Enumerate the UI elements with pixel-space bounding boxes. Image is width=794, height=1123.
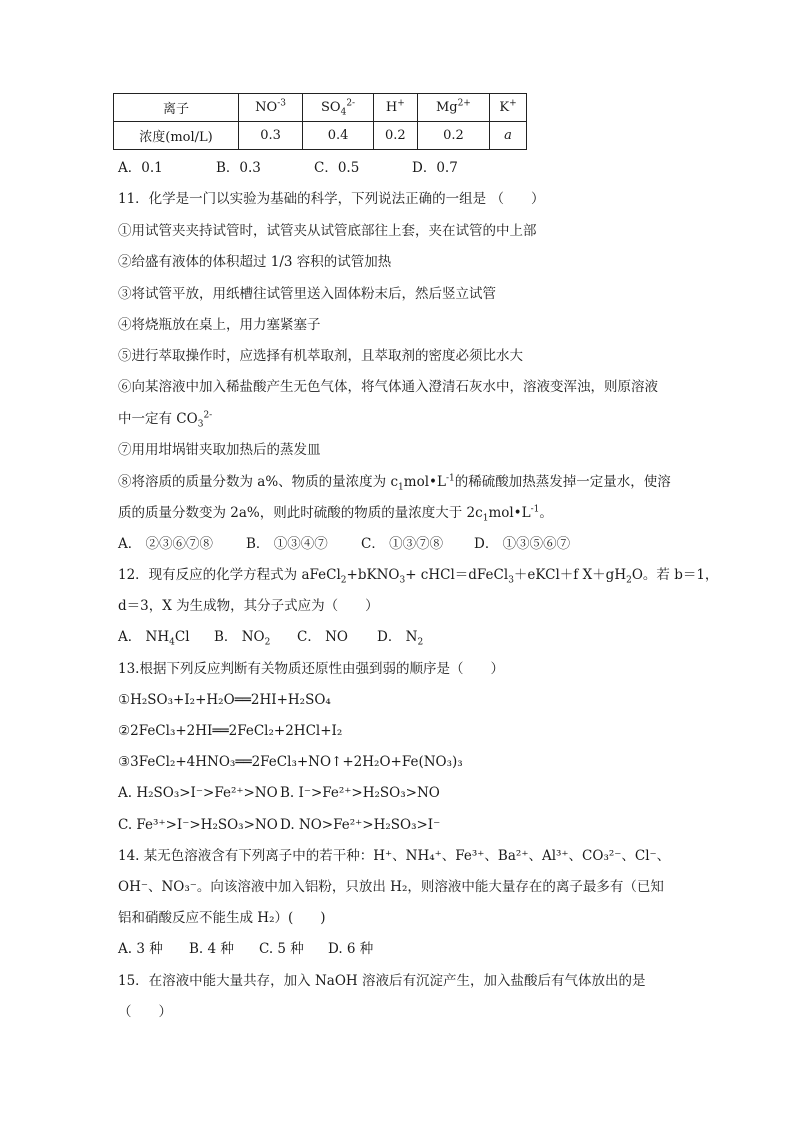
option-c: C. Fe³⁺>I⁻>H₂SO₃>NO [118, 817, 278, 833]
concentration-cell: 0.4 [303, 122, 374, 150]
option-c: C. 5 种 [259, 941, 304, 957]
q11-item: ⑦用用坩埚钳夹取加热后的蒸发皿 [118, 442, 321, 458]
option-a: A. 3 种 [118, 941, 163, 957]
ion-cell: H+ [373, 94, 417, 122]
ion-cell: K+ [490, 94, 527, 122]
ion-cell: $Mg^{2+}$ [417, 94, 489, 122]
option-d: D．0.7 [412, 160, 458, 176]
option-d: D. 6 种 [328, 941, 374, 957]
q10-options [118, 158, 458, 178]
q11-item: ⑤进行萃取操作时，应选择有机萃取剂，且萃取剂的密度必须比水大 [118, 348, 523, 364]
q11-stem: 11．化学是一门以实验为基础的科学，下列说法正确的一组是 （ ） [118, 191, 545, 207]
table-row [114, 94, 527, 122]
option-c: C．0.5 [314, 160, 360, 176]
concentration-cell: 0.2 [373, 122, 417, 150]
ion-cell: $NO^{-3}$ [239, 94, 303, 122]
q11-item: ③将试管平放，用纸槽往试管里送入固体粉末后，然后竖立试管 [118, 286, 496, 302]
option-c: C． NO [297, 629, 349, 645]
q15-stem: 15．在溶液中能大量共存，加入 NaOH 溶液后有沉淀产生，加入盐酸后有气体放出的是 [118, 973, 646, 989]
concentration-cell: 0.2 [417, 122, 489, 150]
q14-stem: 14. 某无色溶液含有下列离子中的若干种：H⁺、NH₄⁺、Fe³⁺、Ba²⁺、Al³⁺、CO₃²⁻、Cl⁻、 [118, 848, 671, 864]
q11-options [118, 534, 570, 554]
q11-item: ⑧将溶质的质量分数为 a%、物质的量浓度为 $c_1mol•L^{-1}$的稀硫酸加热蒸发掉一定量水，使溶 [118, 473, 671, 493]
concentration-cell: a [490, 122, 527, 150]
q13-reaction: ②2FeCl₃+2HI══2FeCl₂+2HCl+I₂ [118, 723, 343, 739]
q12-stem-line2: d＝3，X 为生成物，其分子式应为（ ） [118, 598, 379, 614]
q11-item: ②给盛有液体的体积超过 1/3 容积的试管加热 [118, 254, 392, 270]
q13-reaction: ①H₂SO₃+I₂+H₂O══2HI+H₂SO₄ [118, 692, 331, 708]
q13-options-row2 [118, 815, 440, 835]
q13-reaction: ③3FeCl₂+4HNO₃══2FeCl₃+NO↑+2H₂O+Fe(NO₃)₃ [118, 754, 463, 770]
option-a: A． ②③⑥⑦⑧ [118, 536, 214, 552]
table-header-cell: 浓度(mol/L) [114, 122, 239, 150]
q11-item: 质的质量分数变为 2a%，则此时硫酸的物质的量浓度大于 $2c_1mol•L^{-1}$。 [118, 504, 553, 524]
q12-options [118, 627, 423, 647]
q11-item: 中一定有 $CO_3^{2-}$ [118, 410, 213, 430]
option-a: A．0.1 [118, 160, 163, 176]
option-d: D． $N_2$ [377, 629, 424, 648]
option-b: B．0.3 [216, 160, 261, 176]
ion-cell: $SO_4^{2-}$ [303, 94, 374, 122]
q14-options [118, 939, 373, 959]
q11-item: ④将烧瓶放在桌上，用力塞紧塞子 [118, 317, 321, 333]
q12-stem: 12．现有反应的化学方程式为 aFeCl$_2$+bKNO$_3$+ cHCl＝dFeCl$_3$＋eKCl＋f $X+gH_2O$。若 b＝1， [118, 567, 719, 586]
q15-stem-line2: （ ） [118, 1004, 172, 1020]
q11-item: ①用试管夹夹持试管时，试管夹从试管底部往上套，夹在试管的中上部 [118, 223, 537, 239]
q13-options-row1 [118, 783, 440, 803]
option-d: D． ①③⑤⑥⑦ [474, 536, 571, 552]
option-b: B． ①③④⑦ [246, 536, 328, 552]
ion-concentration-table [113, 93, 527, 150]
option-a: A. H₂SO₃>I⁻>Fe²⁺>NO [118, 785, 278, 801]
option-b: B． $NO_2$ [214, 629, 271, 648]
q14-stem-line2: OH⁻、NO₃⁻。向该溶液中加入铝粉，只放出 H₂，则溶液中能大量存在的离子最多有（已知 [118, 879, 664, 895]
q11-item: ⑥向某溶液中加入稀盐酸产生无色气体，将气体通入澄清石灰水中，溶液变浑浊，则原溶液 [118, 379, 658, 395]
table-header-cell: 离子 [114, 94, 239, 122]
option-c: C． ①③⑦⑧ [361, 536, 444, 552]
q13-stem: 13.根据下列反应判断有关物质还原性由强到弱的顺序是（ ） [118, 661, 504, 677]
option-b: B. 4 种 [189, 941, 234, 957]
option-b: B. I⁻>Fe²⁺>H₂SO₃>NO [280, 785, 440, 801]
option-a: A． $NH_4Cl$ [118, 629, 190, 648]
option-d: D. NO>Fe²⁺>H₂SO₃>I⁻ [280, 817, 441, 833]
q14-stem-line3: 铝和硝酸反应不能生成 H₂）( ) [118, 910, 326, 926]
concentration-cell: 0.3 [239, 122, 303, 150]
table-row [114, 122, 527, 150]
